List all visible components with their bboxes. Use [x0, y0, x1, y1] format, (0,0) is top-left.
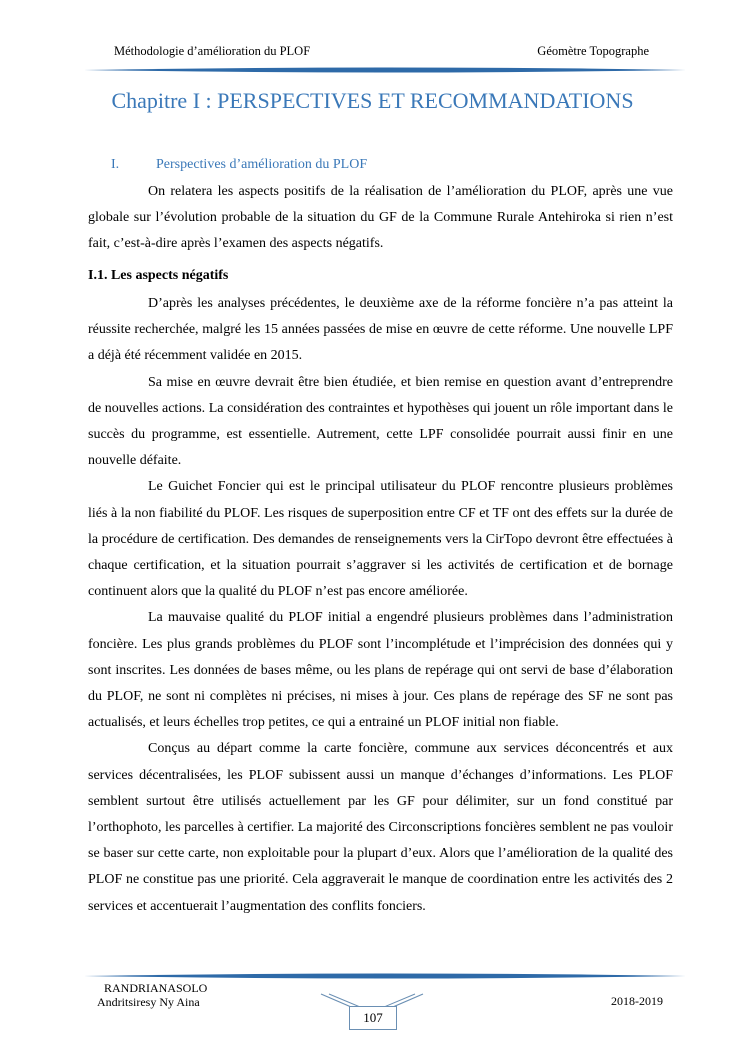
section-title: Perspectives d’amélioration du PLOF — [156, 157, 368, 172]
header-rule — [84, 66, 686, 74]
chapter-title: Chapitre I : PERSPECTIVES ET RECOMMANDATIONS — [111, 88, 634, 113]
academic-year: 2018-2019 — [611, 994, 663, 1008]
section-number: I. — [111, 157, 120, 172]
running-header-discipline: Géomètre Topographe — [537, 44, 649, 58]
paragraph: Conçus au départ comme la carte foncière, commune aux services déconcentrés et aux services décentralisées, les PLOF subissent aussi un manque d’échanges d’informations. Les PLOF semblent surtout être utilisés actuellement par les GF pour délimiter, sur un fond constitué par l’orthophoto, les parcelles à certifier. La majorité des Circonscriptions foncières semblent ne pas vouloir se baser sur cette carte, non exploitable pour la plupart d’eux. Alors que l’amélioration de la qualité des PLOF ne constitue pas une priorité. Cela aggraverait le manque de coordination entre les activités des 2 services et accentuerait l’augmentation des conflits fonciers. — [88, 741, 673, 914]
author-given-names: Andritsiresy Ny Aina — [97, 995, 200, 1009]
footer-rule — [84, 972, 686, 980]
paragraph: La mauvaise qualité du PLOF initial a engendré plusieurs problèmes dans l’administration foncière. Les plus grands problèmes du PLOF sont l’incomplétude et l’imprécision des données qui y sont inscrites. Les données de bases même, ou les plans de repérage qui ont servi de base d’élaboration du PLOF, ne sont ni complètes ni précises, ni mises à jour. Ces plans de repérage des SF ne sont pas actualisés, et leurs échelles trop petites, ce qui a entrainé un PLOF initial non fiable. — [88, 610, 673, 731]
intro-block — [88, 179, 673, 258]
section-heading — [111, 157, 367, 173]
paragraph: Sa mise en œuvre devrait être bien étudiée, et bien remise en question avant d’entreprendre de nouvelles actions. La considération des contraintes et hypothèses qui jouent un rôle important dans le succès du programme, est essentielle. Autrement, cette LPF consolidée pourrait aussi finir en une nouvelle défaite. — [88, 374, 673, 469]
paragraph: Le Guichet Foncier qui est le principal utilisateur du PLOF rencontre plusieurs problèmes liés à la non fiabilité du PLOF. Les risques de superposition entre CF et TF ont des effets sur la durée de la procédure de certification. Des demandes de renseignements vers la CirTopo devront être effectuées à chaque certification, et la situation pourrait s’aggraver si les activités de certification et de bornage continuent alors que la qualité du PLOF n’est pas encore améliorée. — [88, 479, 673, 600]
body-paragraphs — [88, 291, 673, 920]
running-header-title: Méthodologie d’amélioration du PLOF — [114, 44, 311, 58]
author-block — [97, 981, 208, 1009]
intro-paragraph: On relatera les aspects positifs de la réalisation de l’amélioration du PLOF, après une vue globale sur l’évolution probable de la situation du GF de la Commune Rurale Antehiroka si rien n’est fait, c’est-à-dire après l’examen des aspects négatifs. — [88, 184, 673, 252]
page-number: 107 — [349, 1006, 397, 1030]
author-surname: RANDRIANASOLO — [104, 981, 208, 995]
subsection-heading: I.1. Les aspects négatifs — [88, 268, 229, 283]
paragraph: D’après les analyses précédentes, le deuxième axe de la réforme foncière n’a pas atteint la réussite recherchée, malgré les 15 années passées de mise en œuvre de cette réforme. Une nouvelle LPF a déjà été récemment validée en 2015. — [88, 296, 673, 364]
